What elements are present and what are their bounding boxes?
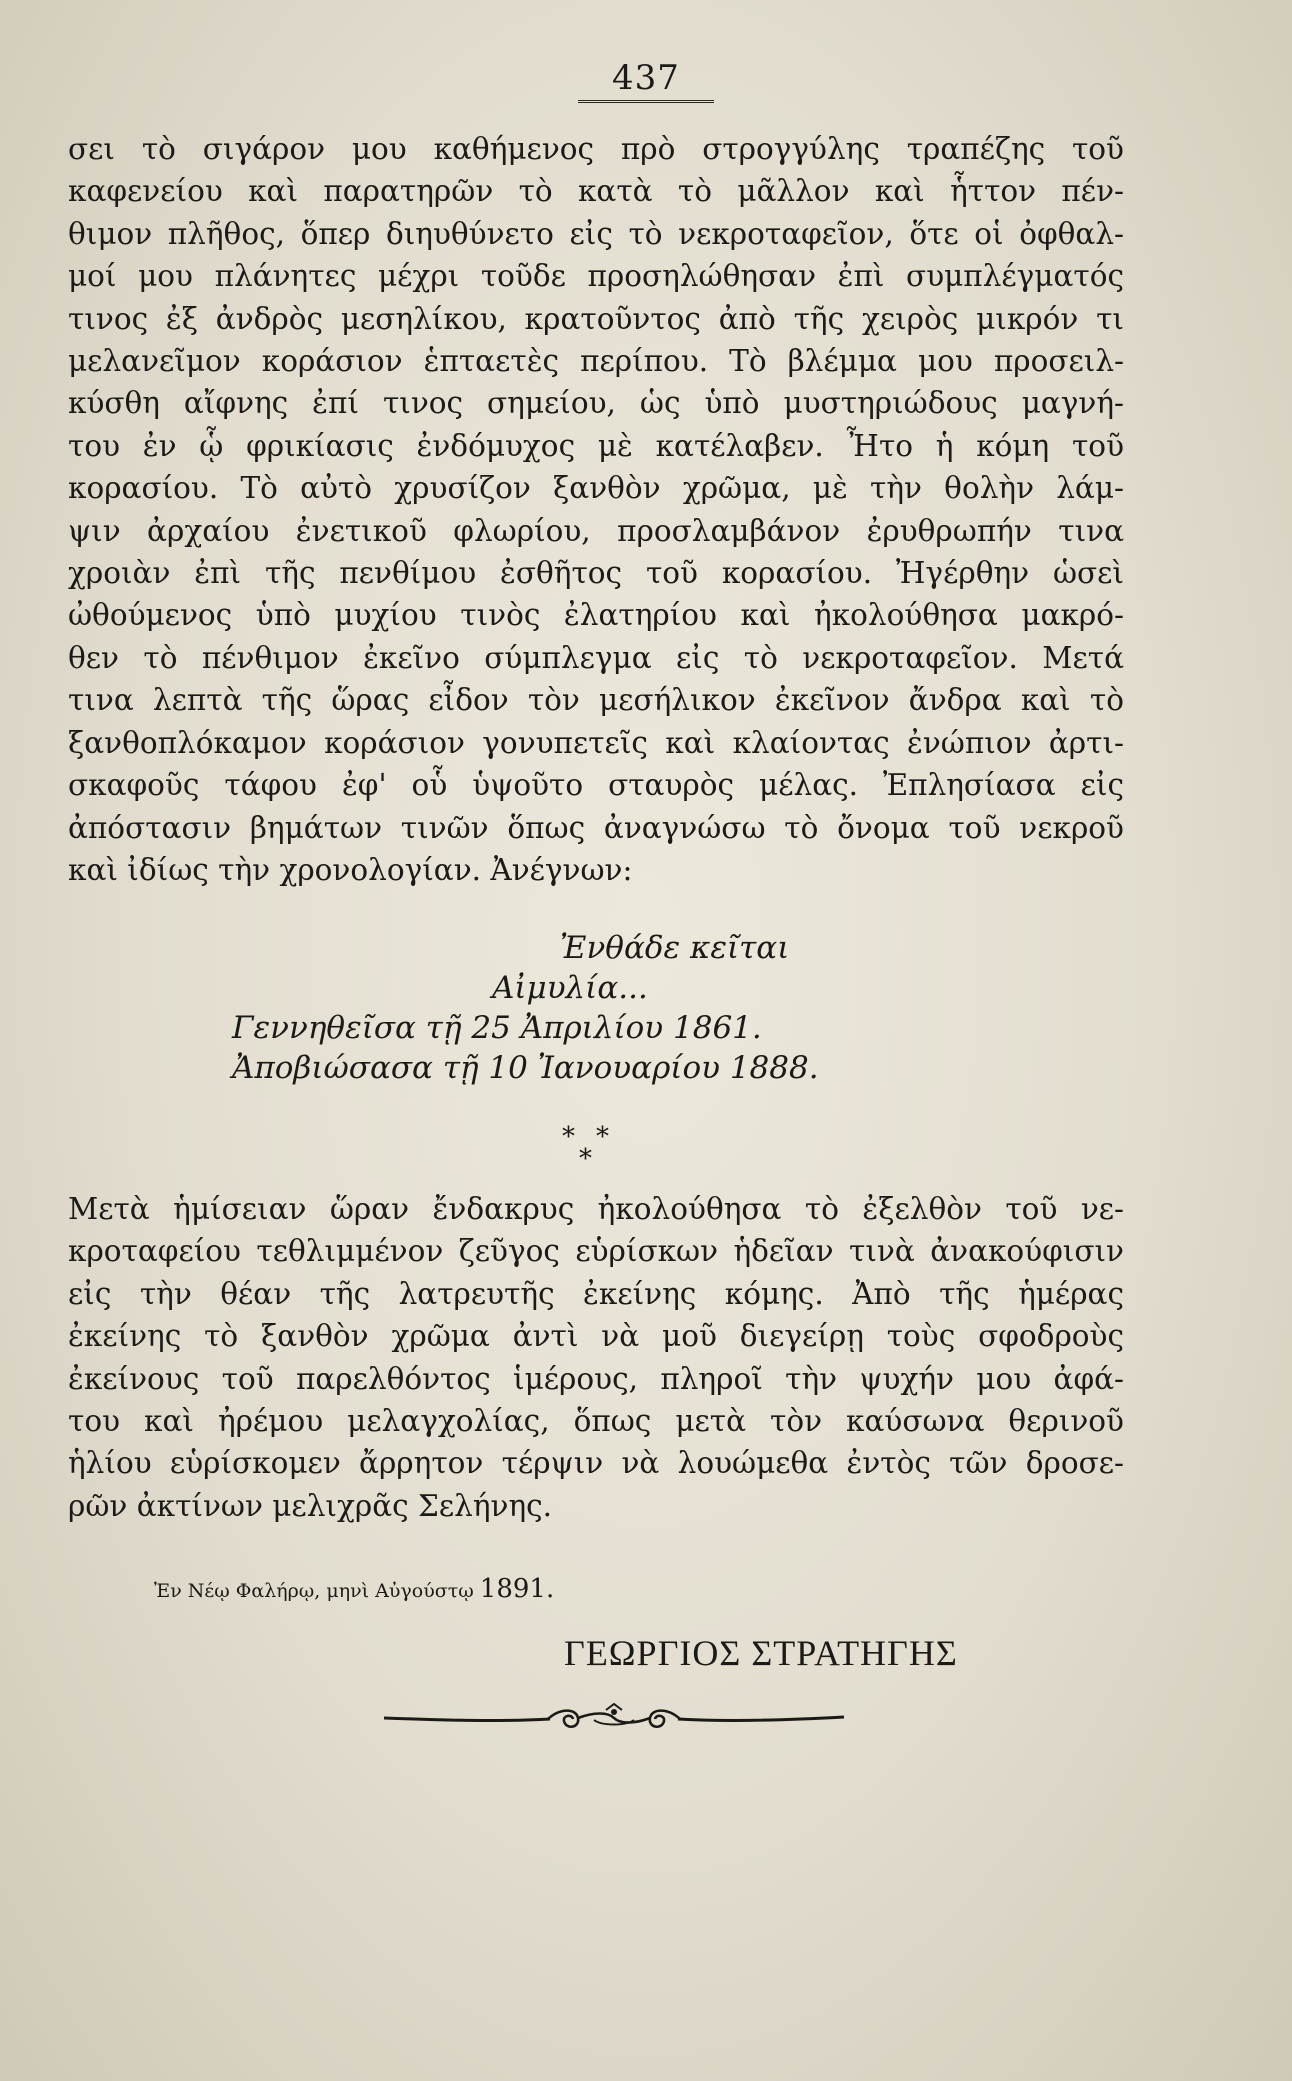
epitaph-line-3: Γεννηθεῖσα τῇ 25 Ἀπριλίου 1861. (232, 1010, 762, 1046)
text-line: καὶ ἰδίως τὴν χρονολογίαν. Ἀνέγνων: (68, 852, 633, 887)
text-line: μελανεῖμον κοράσιον ἑπταετὲς περίπου. Τὸ βλέμμα μου προσειλ- (68, 344, 1124, 379)
text-line: κορασίου. Τὸ αὐτὸ χρυσίζον ξανθὸν χρῶμα, μὲ τὴν θολὴν λάμ- (68, 471, 1124, 506)
text-line: κύσθη αἴφνης ἐπί τινος σημείου, ὡς ὑπὸ μυστηριώδους μαγνή- (68, 386, 1124, 421)
epitaph-line-1: Ἐνθάδε κεῖται (560, 930, 790, 966)
text-line: ἐκείνης τὸ ξανθὸν χρῶμα ἀντὶ νὰ μοῦ διεγείρῃ τοὺς σφοδροὺς (68, 1319, 1124, 1354)
text-line: σει τὸ σιγάρον μου καθήμενος πρὸ στρογγύλης τραπέζης τοῦ (68, 132, 1124, 166)
asterism-star: * (562, 1122, 575, 1152)
text-line: του ἐν ᾧ φρικίασις ἐνδόμυχος μὲ κατέλαβεν. Ἦτο ἡ κόμη τοῦ (68, 428, 1124, 463)
paragraph-1 (68, 128, 1124, 891)
page-number-container (0, 58, 1292, 103)
text-line: ξανθοπλόκαμον κοράσιον γονυπετεῖς καὶ κλαίοντας ἐνώπιον ἀρτι- (68, 725, 1124, 760)
author-signature: ΓΕΩΡΓΙΟΣ ΣΤΡΑΤΗΓΗΣ (564, 1633, 958, 1673)
text-line: ἡλίου εὑρίσκομεν ἄρρητον τέρψιν νὰ λουώμεθα ἐντὸς τῶν δροσε- (68, 1446, 1124, 1481)
text-line: εἰς τὴν θέαν τῆς λατρευτῆς ἐκείνης κόμης. Ἀπὸ τῆς ἡμέρας (68, 1276, 1124, 1311)
text-line: τινα λεπτὰ τῆς ὥρας εἶδον τὸν μεσήλικον ἐκεῖνον ἄνδρα καὶ τὸ (68, 683, 1124, 718)
asterism-star: * (596, 1122, 609, 1152)
epitaph-line-2: Αἰμυλία... (492, 970, 648, 1006)
page-number: 437 (578, 58, 714, 103)
scroll-divider-icon (380, 1700, 848, 1736)
asterism-divider (562, 1122, 622, 1182)
text-line: ψιν ἀρχαίου ἐνετικοῦ φλωρίου, προσλαμβάνον ἐρυθρωπήν τινα (68, 513, 1124, 548)
epitaph-line-4: Ἀποβιώσασα τῇ 10 Ἰανουαρίου 1888. (232, 1050, 819, 1086)
place-date: Ἐν Νέῳ Φαλήρῳ, μηνὶ Αὐγούστῳ (154, 1580, 474, 1602)
text-line: τινος ἐξ ἀνδρὸς μεσηλίκου, κρατοῦντος ἀπὸ τῆς χειρὸς μικρόν τι (68, 301, 1124, 336)
text-line: σκαφοῦς τάφου ἐφ' οὗ ὑψοῦτο σταυρὸς μέλας. Ἐπλησίασα εἰς (68, 768, 1124, 803)
text-line: θιμον πλῆθος, ὅπερ διηυθύνετο εἰς τὸ νεκροταφεῖον, ὅτε οἱ ὀφθαλ- (68, 216, 1124, 251)
text-line: ἐκείνους τοῦ παρελθόντος ἱμέρους, πληροῖ τὴν ψυχήν μου ἀφά- (68, 1361, 1124, 1396)
year: 1891. (479, 1574, 555, 1604)
text-line: ρῶν ἀκτίνων μελιχρᾶς Σελήνης. (68, 1488, 553, 1523)
text-line: ὠθούμενος ὑπὸ μυχίου τινὸς ἐλατηρίου καὶ ἠκολούθησα μακρό- (68, 598, 1124, 633)
text-line: καφενείου καὶ παρατηρῶν τὸ κατὰ τὸ μᾶλλον καὶ ἧττον πέν- (68, 174, 1124, 209)
place-date-line (154, 1574, 554, 1604)
text-line: κροταφείου τεθλιμμένον ζεῦγος εὑρίσκων ἡδεῖαν τινὰ ἀνακούφισιν (68, 1234, 1124, 1269)
text-line: Μετὰ ἡμίσειαν ὥραν ἔνδακρυς ἠκολούθησα τὸ ἐξελθὸν τοῦ νε- (68, 1192, 1124, 1226)
asterism-star: * (579, 1144, 592, 1174)
text-line: ἀπόστασιν βημάτων τινῶν ὅπως ἀναγνώσω τὸ ὄνομα τοῦ νεκροῦ (68, 810, 1124, 845)
text-line: θεν τὸ πένθιμον ἐκεῖνο σύμπλεγμα εἰς τὸ νεκροταφεῖον. Μετά (68, 640, 1124, 675)
text-line: μοί μου πλάνητες μέχρι τοῦδε προσηλώθησαν ἐπὶ συμπλέγματός (68, 259, 1124, 294)
text-line: του καὶ ἠρέμου μελαγχολίας, ὅπως μετὰ τὸν καύσωνα θερινοῦ (68, 1404, 1124, 1439)
paragraph-2 (68, 1188, 1124, 1527)
text-line: χροιὰν ἐπὶ τῆς πενθίμου ἐσθῆτος τοῦ κορασίου. Ἠγέρθην ὡσεὶ (68, 556, 1124, 591)
